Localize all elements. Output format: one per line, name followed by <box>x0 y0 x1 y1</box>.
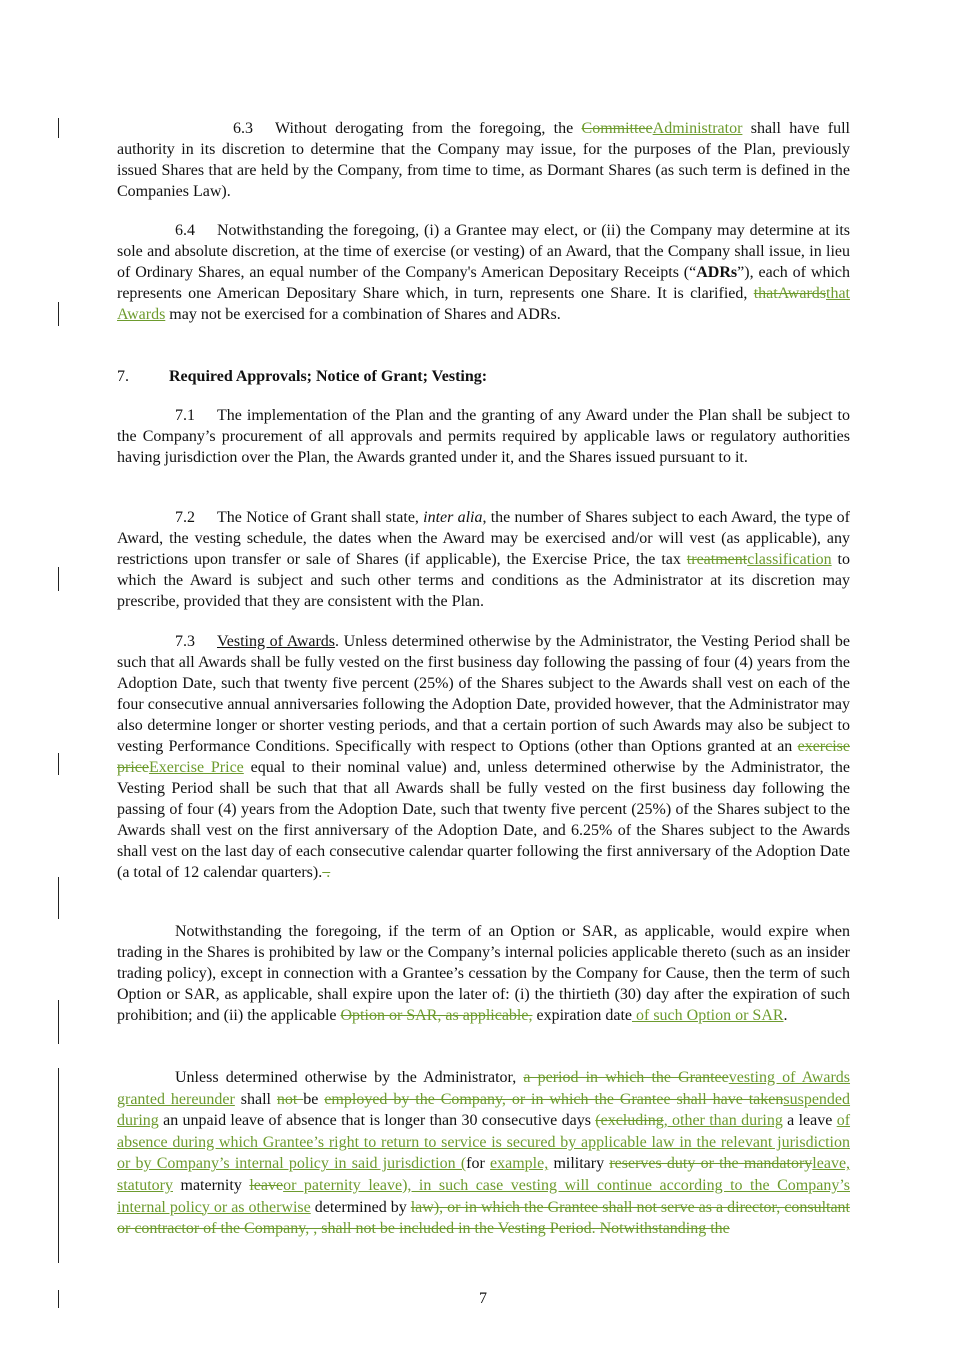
text: Notwithstanding the foregoing, (i) a Grantee may elect, or (ii) the Company may determine at its sole and absolute discretion, at the time of exercise (or vesting) of an Award, that the Company shall issue, in lieu of Ordinary Shares, an equal number of the Company's American Depositary Receipts (“ <box>117 222 850 281</box>
text: shall <box>234 1090 277 1108</box>
section-number: 6.4 <box>175 222 195 239</box>
inserted-text: leave, statutory <box>117 1155 851 1194</box>
text: equal to their nominal value) and, unless determined otherwise by the Administrator, the Vesting Period shall be such that that all Awards shall be fully vested on the first business day following the passing of four (4) years from the Adoption Date, such that twenty five percent (25%) of the Shares subject to the Awards shall vest on the first anniversary of the Adoption Date, and 6.25% of the Shares subject to the Awards shall vest on the last day of each consecutive calendar quarter following the first anniversary of the Adoption Date (a total of 12 calendar quarters). <box>117 759 851 881</box>
change-bar <box>58 118 59 138</box>
text: Without derogating from the foregoing, the <box>275 120 582 137</box>
text: may not be exercised for a combination of Shares and ADRs. <box>165 306 561 323</box>
subsection-heading: Vesting of Awards <box>217 633 336 650</box>
section-number: 7.3 <box>175 633 195 650</box>
paragraph-6-3 <box>117 118 850 202</box>
inserted-text: example, <box>490 1155 549 1173</box>
deleted-text: thatAwards <box>753 285 826 302</box>
inserted-text: vesting of Awards granted hereunder <box>117 1069 851 1108</box>
change-bar <box>58 877 59 919</box>
section-number: 7. <box>117 368 129 385</box>
inserted-text: of such Option or SAR <box>631 1007 784 1024</box>
text: military <box>548 1155 610 1173</box>
deleted-text: a period in which the Grantee <box>523 1069 729 1086</box>
deleted-text: Committee <box>581 120 653 137</box>
section-number: 7.2 <box>175 509 195 526</box>
section-7-heading <box>117 366 850 387</box>
text: , the number of Shares subject to each Award, the type of Award, the vesting schedule, the dates when the Award may be exercised and/or will vest (as applicable), any restrictions upon transfer or sale of Shares (if applicable), the Exercise Price, the tax <box>117 509 851 568</box>
change-bar <box>58 753 59 775</box>
section-number: 6.3 <box>233 120 253 137</box>
paragraph-7-3 <box>117 631 850 883</box>
page-number: 7 <box>479 1290 487 1307</box>
inserted-text: or paternity leave), in such case vesting will continue according to the Company’s internal policy or as otherwise <box>117 1176 850 1216</box>
inserted-text: classification <box>747 551 832 568</box>
deleted-text: treatment <box>686 551 748 568</box>
text: shall have full authority in its discretion to determine that the Company may issue, for the purposes of the Plan, previously issued Shares that are held by the Company, from time to time, as Dormant Shares (as such term is defined in the Companies Law). <box>117 120 851 200</box>
text: a leave <box>782 1112 837 1130</box>
text: . Unless determined otherwise by the Administrator, the Vesting Period shall be such that all Awards shall be fully vested on the first business day following the passing of four (4) years from the Adoption Date, such that twenty five percent (25%) of the Shares subject to the Awards shall vest on each of the four consecutive annual anniversaries following the Adoption Date, provided however, that the Administrator may also determine longer or shorter vesting periods, and that a certain portion of such Awards may also be subject to vesting Performance Conditions. Specifically with respect to Options (other than Options granted at an <box>117 633 850 755</box>
inserted-text: that Awards <box>117 285 850 323</box>
deleted-text: law), or in which the Grantee shall not serve as a director, consultant or contractor of the Company, , shall not be included in the Vesting Period. Notwithstanding the <box>117 1198 851 1238</box>
text: to which the Award is subject and such other terms and conditions as the Administrator at its discretion may prescribe, provided that they are consistent with the Plan. <box>117 551 851 610</box>
defined-term: ADRs <box>696 264 738 281</box>
text: Unless determined otherwise by the Administrator, <box>175 1069 524 1086</box>
text: maternity <box>173 1176 250 1194</box>
deleted-text: not <box>276 1090 304 1108</box>
paragraph-6-4 <box>117 220 850 325</box>
paragraph-7-1 <box>117 405 850 468</box>
italic-text: inter alia <box>423 509 483 526</box>
paragraph-notwithstanding <box>117 921 850 1026</box>
change-bar <box>58 1068 59 1263</box>
text: expiration date <box>532 1007 632 1024</box>
text: for <box>466 1155 491 1173</box>
text: be <box>303 1090 325 1108</box>
deleted-text: leave <box>249 1176 284 1194</box>
inserted-text: Exercise Price <box>148 759 244 776</box>
text: The implementation of the Plan and the granting of any Award under the Plan shall be subject to the Company’s procurement of all approvals and permits required by applicable laws or regulatory authorities having jurisdiction over the Plan, the Awards granted under it, and the Shares issued pursuant to it. <box>117 407 850 466</box>
text: The Notice of Grant shall state, <box>217 509 424 526</box>
inserted-text: suspended during <box>117 1090 851 1130</box>
text: Notwithstanding the foregoing, if the term of an Option or SAR, as applicable, would expire when trading in the Shares is prohibited by law or the Company’s internal policies applicable thereto (such as an insider trading policy), except in connection with a Grantee’s cessation by the Company for Cause, then the term of such Option or SAR, as applicable, shall expire upon the later of: (i) the thirtieth (30) day after the expiration of such prohibition; and (ii) the applicable <box>117 923 850 1024</box>
text: ”), each of which represents one American Depositary Share which, in turn, represents one Share. It is clarified, <box>117 264 850 302</box>
deleted-text: Option or SAR, as applicable, <box>340 1007 533 1024</box>
deleted-text: reserves duty or the mandatory <box>609 1155 813 1173</box>
deleted-text: exercise price <box>117 738 850 776</box>
deleted-text: (excluding <box>595 1112 664 1130</box>
paragraph-7-2 <box>117 507 850 612</box>
inserted-text: of absence during which Grantee’s right to return to service is secured by applicable law in the relevant jurisdiction or by Company’s internal policy in said jurisdiction ( <box>117 1112 851 1173</box>
change-bar <box>58 1000 59 1044</box>
change-bar <box>58 567 59 591</box>
deleted-text: . <box>322 864 331 881</box>
text: an unpaid leave of absence that is longer than 30 consecutive days <box>158 1112 596 1130</box>
inserted-text: Administrator <box>652 120 743 137</box>
deleted-text: employed by the Company, or in which the Grantee shall have taken <box>324 1090 784 1108</box>
section-title: Required Approvals; Notice of Grant; Vesting: <box>169 368 488 385</box>
text: determined by <box>310 1198 411 1216</box>
text: . <box>783 1007 788 1024</box>
change-bar <box>58 302 59 326</box>
section-number: 7.1 <box>175 407 195 424</box>
paragraph-unless <box>117 1067 850 1240</box>
inserted-text: , other than during <box>663 1112 783 1130</box>
